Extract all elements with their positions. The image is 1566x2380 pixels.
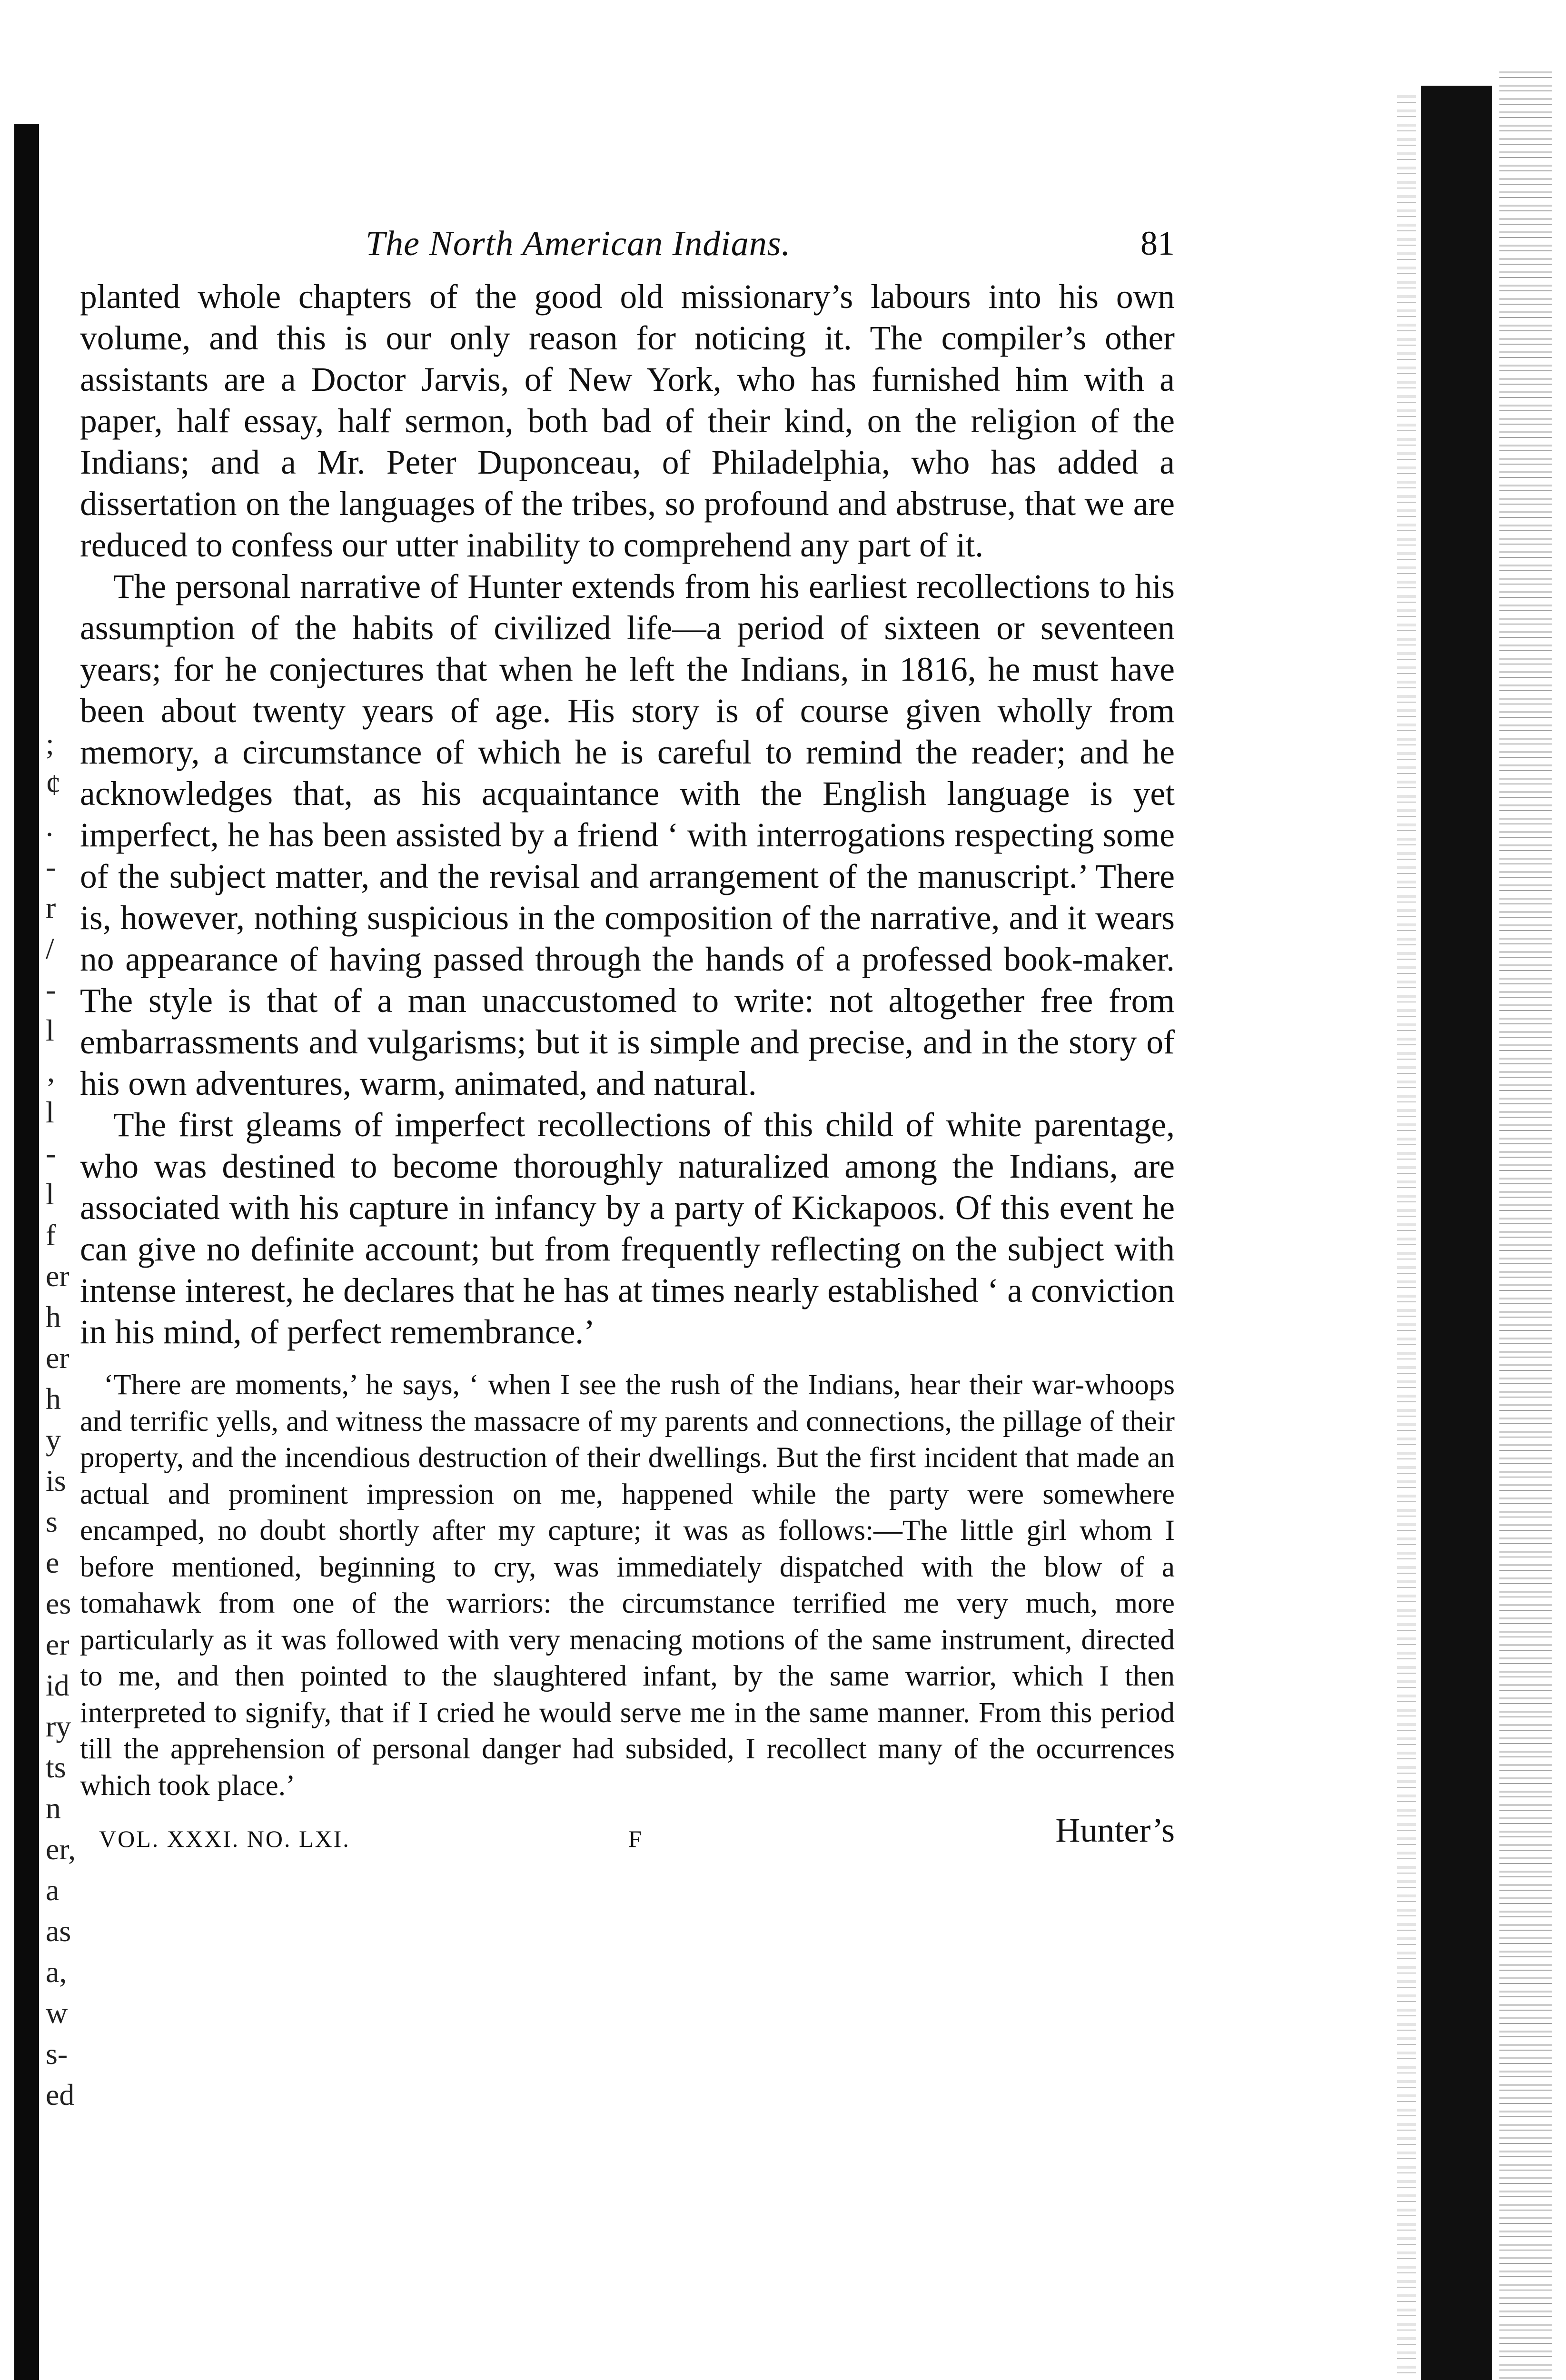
bleed-fragment: n — [46, 1791, 61, 1825]
binding-shadow-right — [1421, 86, 1492, 2380]
bleed-fragment: as — [46, 1914, 71, 1948]
block-quote: ‘There are moments,’ he says, ‘ when I see the rush of the Indians, hear their war-whoops and terrific yells, and witness the massacre of my parents and connections, the pillage of their property, and the incendious destruction of their dwellings. But the first incident that made an actual and prominent impression on me, happened while the party were somewhere encamped, no doubt shortly after my capture; it was as follows:—The little girl whom I before mentioned, beginning to cry, was immediately dispatched with the blow of a tomahawk from one of the warriors: the circumstance terrified me very much, more particularly as it was followed with very menacing motions of the same instrument, directed to me, and then pointed to the slaughtered infant, by the same warrior, which I then interpreted to signify, that if I cried he would serve me in the same manner. From this period till the apprehension of personal danger had subsided, I recollect many of the occurrences which took place.’ — [80, 1369, 1175, 1802]
page-edge-texture-outer — [1499, 71, 1552, 2380]
bleed-fragment: e — [46, 1546, 59, 1579]
bleed-fragment: - — [46, 1136, 56, 1170]
bleed-fragment: er — [46, 1627, 69, 1661]
bleed-fragment: a — [46, 1873, 59, 1907]
volume-signature: VOL. XXXI. NO. LXI. — [99, 1825, 350, 1852]
bleed-fragment: f — [46, 1218, 56, 1252]
paragraph: The first gleams of imperfect recollections of this child of white parentage, who was destined to become thoroughly naturalized among the Indians, are associated with his capture in infancy by a party of Kickapoos. Of this event he can give no definite account; but from frequently reflecting on the subject with intense interest, he declares that he has at times nearly established ‘ a conviction in his mind, of perfect remembrance.’ — [80, 1106, 1175, 1351]
page-number: 81 — [1140, 224, 1175, 262]
bleed-fragment: . — [46, 809, 53, 843]
bleed-fragment: a, — [46, 1955, 67, 1989]
bleed-fragment: h — [46, 1300, 61, 1334]
page-edge-texture — [1397, 95, 1416, 2380]
bleed-fragment: l — [46, 1095, 54, 1129]
catchword: Hunter’s — [1055, 1811, 1175, 1849]
bleed-fragment: / — [46, 932, 54, 965]
bleed-fragment: ed — [46, 2078, 75, 2112]
bleed-fragment: ‚ — [46, 1054, 56, 1088]
bleed-fragment: ry — [46, 1709, 71, 1743]
paragraph-continued: planted whole chapters of the good old missionary’s labours into his own volume, and this is our only reason for noticing it. The compiler’s other assistants are a Doctor Jarvis, of New York, who has furnished him with a paper, half essay, half sermon, both bad of their kind, on the religion of the Indians; and a Mr. Peter Duponceau, of Philadelphia, who has added a dissertation on the languages of the tribes, so profound and abstruse, that we are reduced to confess our utter inability to comprehend any part of it. — [80, 278, 1175, 564]
bleed-fragment: s- — [46, 2037, 68, 2071]
bleed-fragment: l — [46, 1177, 54, 1211]
book-page — [80, 224, 1175, 1858]
running-title: The North American Indians. — [366, 224, 791, 263]
bleed-fragment: ; — [46, 727, 54, 761]
paragraph: The personal narrative of Hunter extends from his earliest recollections to his assumption of the habits of civilized life—a period of sixteen or seventeen years; for he conjectures that when he left the Indians, in 1816, he must have been about twenty years of age. His story is of course given wholly from memory, a circumstance of which he is careful to remind the reader; and he acknowledges that, as his acquaintance with the English language is yet imperfect, he has been assisted by a friend ‘ with interrogations respecting some of the subject matter, and the revisal and arrangement of the manuscript.’ There is, however, nothing suspicious in the composition of the narrative, and it wears no appearance of having passed through the hands of a professed book-maker. The style is that of a man unaccustomed to write: not altogether free from embarrassments and vulgarisms; but it is simple and precise, and in the story of his own adventures, warm, animated, and natural. — [80, 568, 1175, 1102]
bleed-fragment: er — [46, 1341, 69, 1375]
bleed-fragment: er, — [46, 1832, 76, 1866]
bleed-fragment: - — [46, 850, 56, 883]
bleed-fragment: - — [46, 972, 56, 1006]
page-header — [80, 224, 1175, 276]
signature-mark: F — [628, 1825, 642, 1852]
bleed-fragment: er — [46, 1259, 69, 1293]
bleed-fragment: w — [46, 1996, 68, 2030]
bleed-fragment: r — [46, 891, 56, 924]
bleed-fragment: h — [46, 1382, 61, 1416]
bleed-fragment: ¢ — [46, 768, 61, 802]
body-text — [80, 276, 1175, 1353]
bleed-fragment: y — [46, 1423, 61, 1457]
page-footer — [80, 1811, 1175, 1858]
bleed-fragment: is — [46, 1464, 66, 1497]
bleed-fragment: l — [46, 1013, 54, 1047]
binding-shadow-left — [14, 124, 39, 2380]
bleed-fragment: es — [46, 1587, 71, 1620]
bleed-fragment: s — [46, 1505, 58, 1538]
bleed-fragment: id — [46, 1668, 69, 1702]
bleed-fragment: ts — [46, 1750, 66, 1784]
